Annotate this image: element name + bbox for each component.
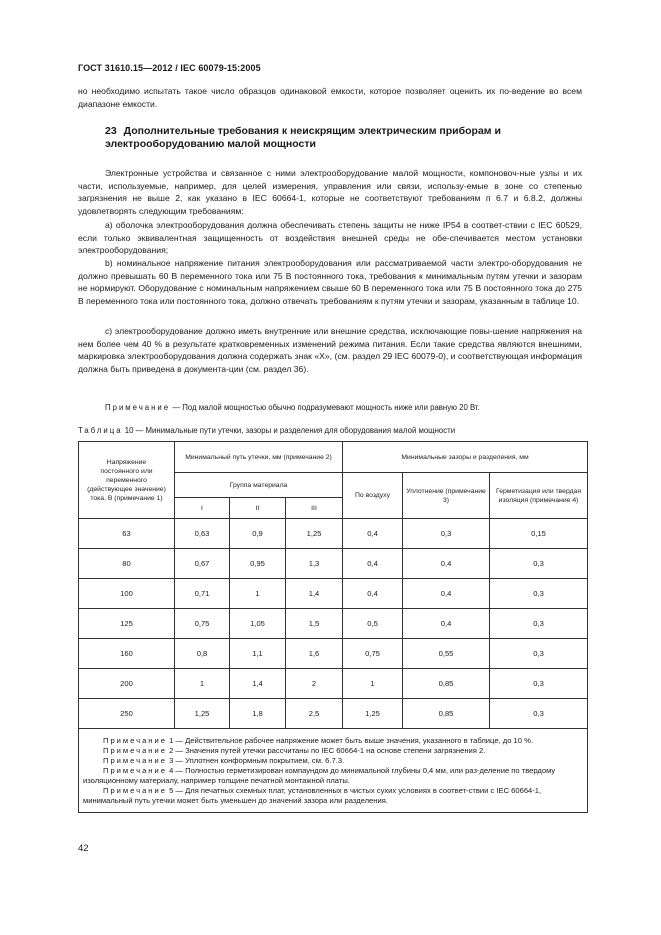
cell-clearance-encapsulation: 0,3 xyxy=(490,579,588,609)
table-note-4: Примечание 4 — Полностью герметизирован компаундом до минимальной глубины 0,4 мм, или раз-деление по твердому изоляционному материалу, например толщине печатной монтажной платы. xyxy=(83,766,556,785)
cell-clearance-air: 0,5 xyxy=(343,609,403,639)
table-row xyxy=(79,609,588,639)
document-header: ГОСТ 31610.15—2012 / IEC 60079-15:2005 xyxy=(78,63,261,73)
cell-creepage-group-1: 0,75 xyxy=(175,609,230,639)
cell-creepage-group-3: 1,25 xyxy=(286,519,343,549)
cell-clearance-encapsulation: 0,3 xyxy=(490,549,588,579)
table-caption xyxy=(78,426,455,435)
cell-clearance-air: 1,25 xyxy=(343,699,403,729)
table-row xyxy=(79,519,588,549)
cell-creepage-group-1: 0,63 xyxy=(175,519,230,549)
cell-creepage-group-2: 1,4 xyxy=(230,669,286,699)
cell-clearance-encapsulation: 0,3 xyxy=(490,669,588,699)
cell-voltage: 80 xyxy=(79,549,175,579)
cell-creepage-group-1: 0,71 xyxy=(175,579,230,609)
cell-voltage: 63 xyxy=(79,519,175,549)
cell-clearance-encapsulation: 0,15 xyxy=(490,519,588,549)
cell-voltage: 125 xyxy=(79,609,175,639)
table-row xyxy=(79,549,588,579)
table-row xyxy=(79,639,588,669)
cell-creepage-group-1: 0,8 xyxy=(175,639,230,669)
cell-clearance-encapsulation: 0,3 xyxy=(490,699,588,729)
creepage-table xyxy=(78,441,588,813)
table-row xyxy=(79,669,588,699)
cell-creepage-group-2: 1,05 xyxy=(230,609,286,639)
cell-clearance-sealing: 0,4 xyxy=(403,579,490,609)
cell-clearance-encapsulation: 0,3 xyxy=(490,609,588,639)
intro-paragraph: но необходимо испытать такое число образцов одинаковой емкости, которое позволяет оценить их по-ведение во всем диапазоне емкости. xyxy=(78,86,582,109)
cell-creepage-group-3: 1,5 xyxy=(286,609,343,639)
table-notes xyxy=(79,729,588,813)
cell-creepage-group-3: 2 xyxy=(286,669,343,699)
cell-clearance-encapsulation: 0,3 xyxy=(490,639,588,669)
paragraph-item-b: b) номинальное напряжение питания электрооборудования или рассматриваемой части электро-оборудования не должно превышать 60 В переменного тока или 75 В постоянного тока, требования к минимальным путям утечки и зазорам не нормируют. Оборудование с номинальным напряжением свыше 60 В переменного тока или 75 В постоянного тока до 275 В переменного тока или постоянного тока, должно отвечать требованиям к путям утечки и зазорам, указанным в таблице 10. xyxy=(78,258,582,306)
header-voltage: Напряжение постоянного или переменного (действующее значение) тока, В (примечание 1) xyxy=(79,442,175,519)
cell-clearance-sealing: 0,55 xyxy=(403,639,490,669)
cell-voltage: 250 xyxy=(79,699,175,729)
cell-clearance-sealing: 0,85 xyxy=(403,669,490,699)
cell-clearance-sealing: 0,3 xyxy=(403,519,490,549)
table-caption-text: 10 — Минимальные пути утечки, зазоры и разделения для оборудования малой мощности xyxy=(124,426,456,435)
cell-clearance-air: 1 xyxy=(343,669,403,699)
cell-clearance-air: 0,4 xyxy=(343,519,403,549)
header-group-1: I xyxy=(175,498,230,519)
header-encapsulation: Герметизация или твердая изоляция (примечание 4) xyxy=(490,473,588,519)
header-sealing: Уплотнение (примечание 3) xyxy=(403,473,490,519)
note-label: Примечание xyxy=(105,403,171,412)
paragraph-intro-requirements: Электронные устройства и связанное с ними электрооборудование малой мощности, компоновоч-ные узлы и их части, используемые, например, для целей измерения, управления или связи, использу-емые в зоне со степенью загрязнения не выше 2, как указано в IEC 60664-1, которые не соответствуют требованиям п 6.7 и 6.8.2, должны удовлетворять следующим требованиям: xyxy=(78,168,582,216)
table-note-1: Примечание 1 — Действительное рабочее напряжение может быть выше значения, указанного в таблице, до 10 %. xyxy=(103,736,533,745)
cell-voltage: 200 xyxy=(79,669,175,699)
cell-creepage-group-3: 1,3 xyxy=(286,549,343,579)
cell-creepage-group-1: 1 xyxy=(175,669,230,699)
header-group-2: II xyxy=(230,498,286,519)
header-clearances: Минимальные зазоры и разделения, мм xyxy=(343,442,588,473)
cell-creepage-group-2: 1,8 xyxy=(230,699,286,729)
table-caption-label: Таблица xyxy=(78,426,123,435)
cell-clearance-sealing: 0,4 xyxy=(403,609,490,639)
cell-creepage-group-2: 0,95 xyxy=(230,549,286,579)
header-group-3: III xyxy=(286,498,343,519)
table-row xyxy=(79,579,588,609)
paragraph-item-c: с) электрооборудование должно иметь внутренние или внешние средства, исключающие повы-шение напряжения на нем более чем 40 % в результате кратковременных изменений режима питания. Если такие средства являются внешними, маркировка электрооборудования должна содержать знак «Х», (см. раздел 29 IEC 60079-0), и соответствующая информация должна быть приведена в документа-ции (см. раздел 36). xyxy=(78,326,582,374)
note-text: — Под малой мощностью обычно подразумевают мощность ниже или равную 20 Вт. xyxy=(172,403,480,412)
paragraph-item-a: а) оболочка электрооборудования должна обеспечивать степень защиты не ниже IP54 в соответ-ствии с IEC 60529, если только эквивалентная защищенность от воздействия внешней среды не обе-спечивается местом установки электрооборудования; xyxy=(78,220,582,255)
cell-clearance-air: 0,4 xyxy=(343,549,403,579)
cell-voltage: 100 xyxy=(79,579,175,609)
header-creepage: Минимальный путь утечки, мм (примечание 2) xyxy=(175,442,343,473)
section-title xyxy=(105,125,585,151)
cell-creepage-group-2: 1,1 xyxy=(230,639,286,669)
table-note-2: Примечание 2 — Значения путей утечки рассчитаны по IEC 60664-1 на основе степени загрязнения 2. xyxy=(103,746,486,755)
table-note-3: Примечание 3 — Уплотнен конформным покрытием, см. 6.7.3. xyxy=(103,756,345,765)
page-number: 42 xyxy=(78,843,89,854)
cell-creepage-group-2: 0,9 xyxy=(230,519,286,549)
cell-clearance-air: 0,75 xyxy=(343,639,403,669)
table-body xyxy=(79,519,588,729)
cell-creepage-group-3: 1,6 xyxy=(286,639,343,669)
cell-clearance-sealing: 0,85 xyxy=(403,699,490,729)
cell-clearance-air: 0,4 xyxy=(343,579,403,609)
table-row xyxy=(79,699,588,729)
table-note-5: Примечание 5 — Для печатных схемных плат, установленных в чистых сухих условиях в соответ-ствии с IEC 60664-1, минимальный путь утечки может быть уменьшен до значений зазора или разделения. xyxy=(83,786,542,805)
cell-voltage: 160 xyxy=(79,639,175,669)
cell-creepage-group-1: 0,67 xyxy=(175,549,230,579)
header-material-group: Группа материала xyxy=(175,473,343,498)
cell-creepage-group-1: 1,25 xyxy=(175,699,230,729)
section-title-text: Дополнительные требования к неискрящим электрическим приборам и электрооборудованию малой мощности xyxy=(105,125,501,150)
cell-creepage-group-2: 1 xyxy=(230,579,286,609)
cell-creepage-group-3: 1,4 xyxy=(286,579,343,609)
header-air: По воздуху xyxy=(343,473,403,519)
cell-clearance-sealing: 0,4 xyxy=(403,549,490,579)
note-low-power xyxy=(78,402,582,413)
cell-creepage-group-3: 2,5 xyxy=(286,699,343,729)
section-number: 23 xyxy=(105,125,117,137)
